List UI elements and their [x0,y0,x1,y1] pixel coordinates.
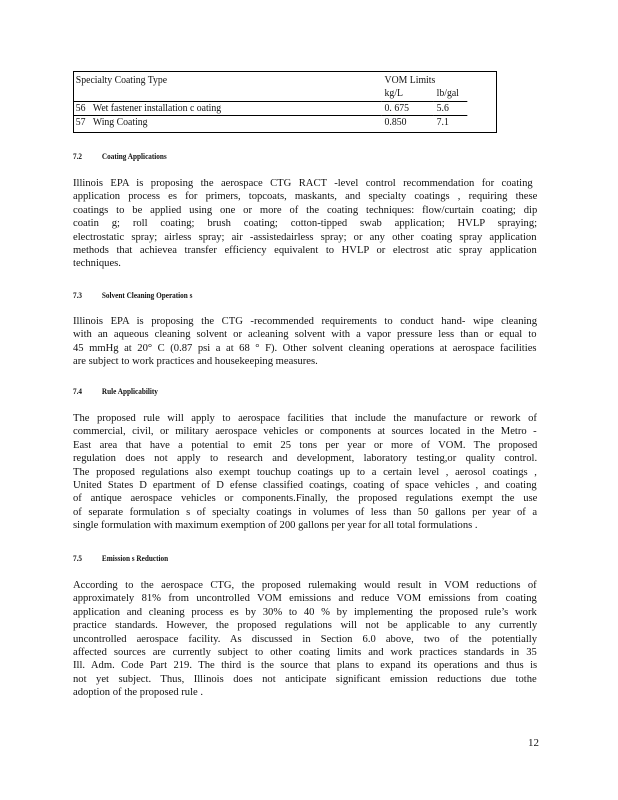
vom-limits-table [73,72,467,129]
row-coating-name: Wet fastener installation c oating [92,103,222,114]
row-id: 56 [75,103,86,114]
section-paragraph-7-4: The proposed rule will apply to aerospace facilities that include the manufacture or rework of commercial, civil, or military aerospace vehicles or components at sources located in the Metro - East area that have a potential to emit 25 tons per year or more of VOM. The proposed regulation does not apply to research and development, laboratory testing,or quality control. The proposed regulations also exempt touchup coatings up to a certain level , aerosol coatings , United States D epartment of D efense classified coatings, coating of space vehicles , and coating of antique aerospace vehicles or components.Finally, the proposed regulations exempt the use of separate formulation s of specialty coatings in volumes of less than 50 gallons per year of a single formulation with maximum exemption of 200 gallons per year for all total formulations . [73,413,537,532]
row-lbgal: 5.6 [434,102,467,116]
table-unit-row [73,87,467,102]
row-coating-name: Wing Coating [92,117,148,128]
table-header-row [73,72,467,87]
table-row [73,116,467,130]
row-kgl: 0. 675 [382,102,434,116]
section-heading-7-4: 7.4 Rule Applicability [73,386,158,396]
row-lbgal: 7.1 [436,117,449,128]
section-paragraph-7-3: Illinois EPA is proposing the CTG -recommended requirements to conduct hand- wipe cleaning with an aqueous cleaning solvent or acleaning solvent with a vapor pressure less than or equal to 45 mmHg at 20° C (0.87 psi a at 68 ° F). Other solvent cleaning operations at aerospace facilities are subject to work practices and housekeeping measures. [73,316,537,368]
section-heading-7-2: 7.2 Coating Applications [73,151,167,161]
table-row [73,102,467,116]
page-number: 12 [528,737,539,749]
section-paragraph-7-5: According to the aerospace CTG, the proposed rulemaking would result in VOM reductions of approximately 81% from uncontrolled VOM emissions and reduce VOM emissions from coating application and cleaning process es by 30% to 40 % by implementing the proposed rule’s work practice standards. However, the proposed regulations will not be applicable to any currently uncontrolled aerospace facility. As discussed in Section 6.0 above, two of the potentially affected sources are currently subject to other coating limits and work practices standards in 35 Ill. Adm. Code Part 219. The third is the source that plans to expand its operations and thus is not yet subject. Thus, Illinois does not anticipate significant emission reductions due tothe adoption of the proposed rule . [73,580,537,699]
row-kgl: 0.850 [384,117,407,128]
section-heading-7-5: 7.5 Emission s Reduction [73,553,169,563]
section-paragraph-7-2: Illinois EPA is proposing the aerospace CTG RACT -level control recommendation for coating application process es for primers, topcoats, maskants, and specialty coatings , requiring these coatings to be applied using one or more of the coating techniques: flow/curtain coating; dip coatin g; roll coating; brush coating; cotton-tipped swab application; HVLP spraying; electrostatic spray; airless spray; air -assistedairless spray; or any other coating spray application methods that achievea transfer efficiency equivalent to HVLP or electrost atic spray application techniques. [73,178,537,270]
unit-kg-per-l: kg/L [382,87,434,102]
row-id: 57 [75,117,86,128]
header-vom-limits: VOM Limits [384,75,436,86]
unit-lb-per-gal: lb/gal [434,87,467,102]
header-specialty-coating-type: Specialty Coating Type [75,75,168,86]
section-heading-7-3: 7.3 Solvent Cleaning Operation s [73,290,193,300]
